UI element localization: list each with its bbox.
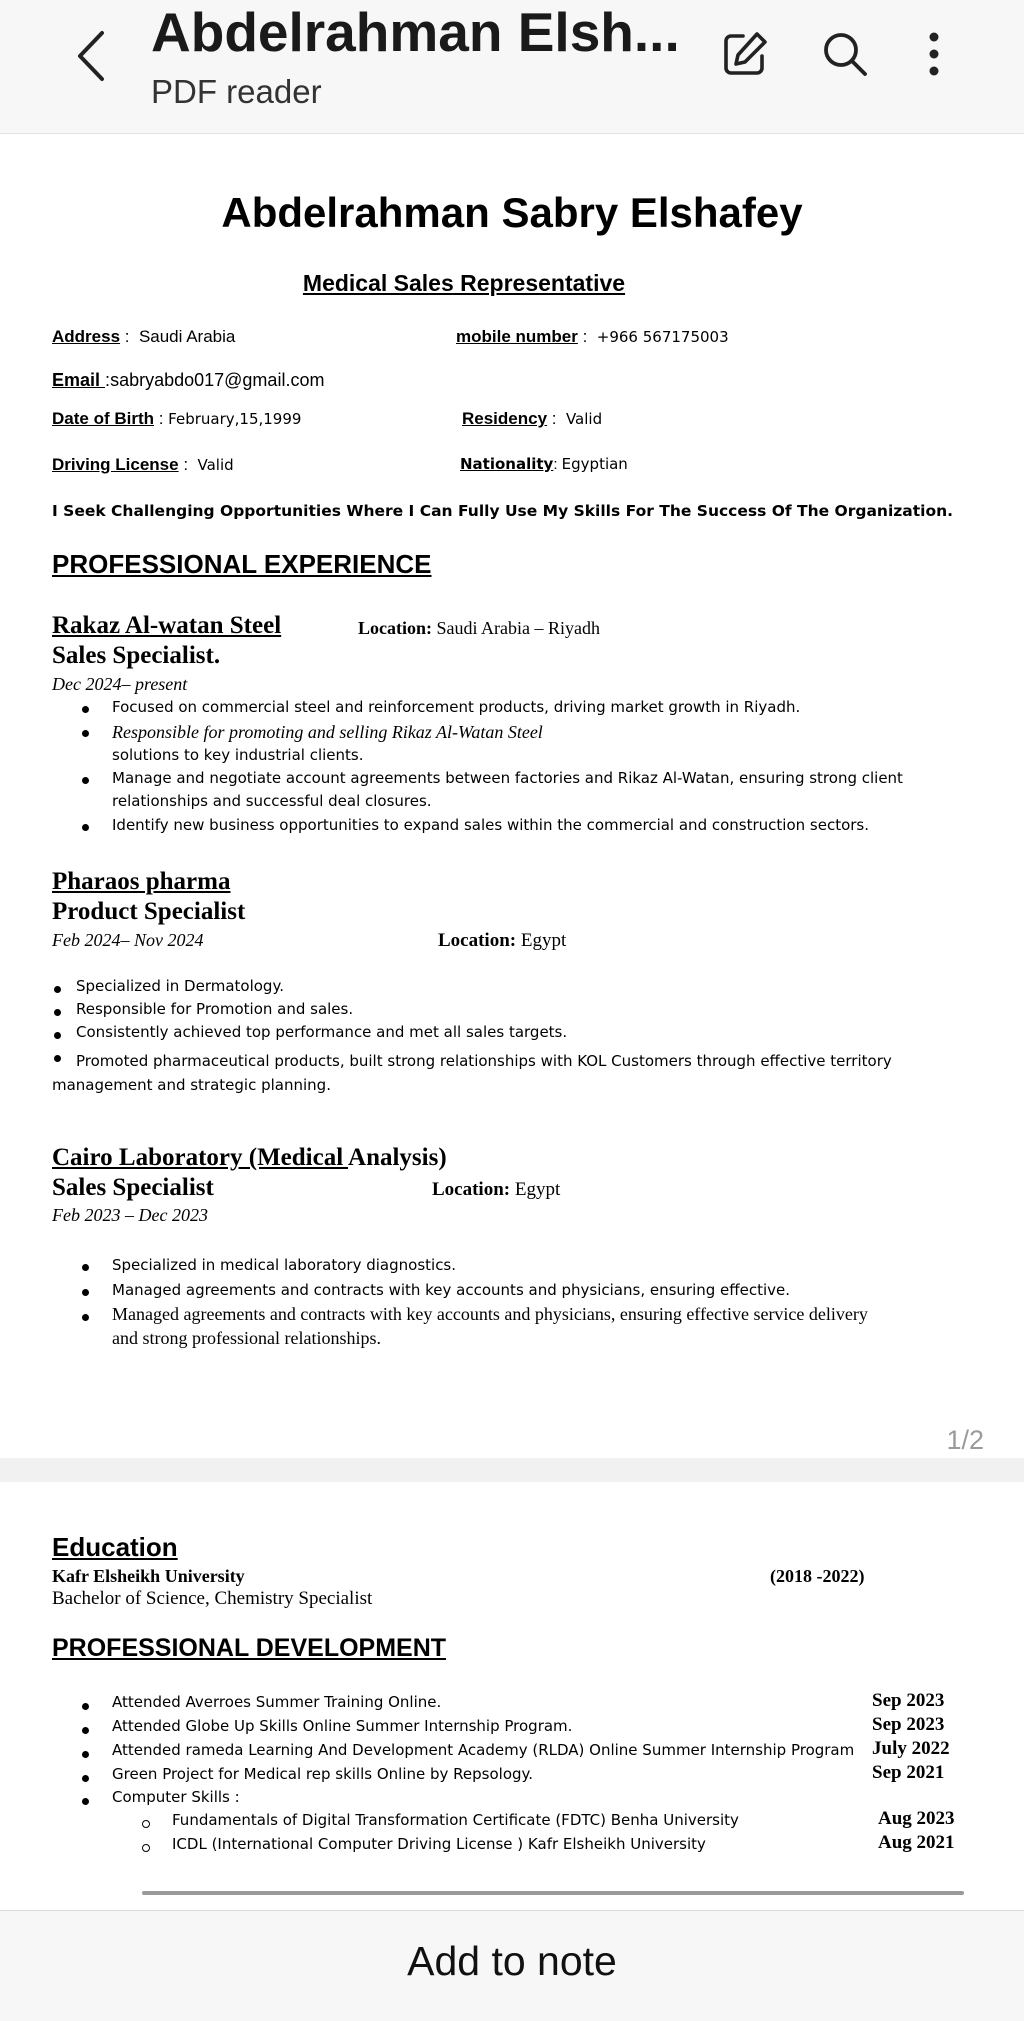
- experience-heading: PROFESSIONAL EXPERIENCE: [52, 549, 432, 579]
- bullet: [82, 1264, 89, 1271]
- residency-row: Residency : Valid: [462, 409, 603, 428]
- job2-bullet-2: Responsible for Promotion and sales.: [76, 1000, 354, 1018]
- development-heading: PROFESSIONAL DEVELOPMENT: [52, 1634, 447, 1662]
- computer-item-2-date: Aug 2021: [878, 1832, 955, 1853]
- job1-bullet-4: Identify new business opportunities to expand sales within the commercial and construction sectors.: [112, 816, 870, 834]
- more-vertical-icon: [926, 29, 942, 79]
- sub-bullet: [142, 1820, 150, 1828]
- nationality-label: Nationality: [460, 455, 554, 473]
- job3-title: Sales Specialist: [52, 1174, 214, 1201]
- dob-row: Date of Birth : February,15,1999: [52, 409, 302, 428]
- dev-item-3-date: July 2022: [872, 1738, 950, 1759]
- email-label: Email: [52, 370, 101, 390]
- cv-role: Medical Sales Representative: [302, 270, 626, 296]
- bullet: [82, 730, 89, 737]
- job2-company: Pharaos pharma: [52, 868, 231, 895]
- dob-value: February,15,1999: [168, 410, 302, 428]
- job2-bullet-1: Specialized in Dermatology.: [76, 977, 284, 995]
- bullet: [54, 1009, 61, 1016]
- pdf-page-2[interactable]: [0, 1482, 1024, 1910]
- document-title: Abdelrahman Elsh...: [151, 1, 680, 63]
- job3-bullet-3: Managed agreements and contracts with key accounts and physicians, ensuring effective service delivery: [112, 1304, 868, 1324]
- dob-label: Date of Birth: [52, 409, 154, 428]
- job1-bullet-1: Focused on commercial steel and reinforcement products, driving market growth in Riyadh.: [112, 698, 801, 716]
- job3-location-row: [432, 1179, 560, 1201]
- bullet: [82, 777, 89, 784]
- job1-dates: Dec 2024– present: [52, 674, 188, 694]
- bullet: [82, 1703, 89, 1710]
- mobile-label: mobile number: [456, 327, 578, 346]
- back-button[interactable]: [66, 26, 116, 86]
- job3-location-label: Location:: [432, 1179, 511, 1200]
- job2-dates: Feb 2024– Nov 2024: [52, 930, 204, 950]
- residency-value: Valid: [565, 410, 603, 428]
- dev-item-3: Attended rameda Learning And Development Academy (RLDA) Online Summer Internship Program: [112, 1741, 855, 1759]
- address-value: Saudi Arabia: [138, 327, 236, 346]
- search-button[interactable]: [815, 24, 875, 84]
- job1-bullet-2-cont: solutions to key industrial clients.: [112, 746, 364, 764]
- education-years: (2018 -2022): [770, 1566, 865, 1586]
- job3-company-part2: Analysis): [348, 1144, 447, 1171]
- dev-item-4-date: Sep 2021: [872, 1762, 945, 1783]
- driving-label: Driving License: [52, 455, 179, 474]
- bullet: [82, 1289, 89, 1296]
- pdf-page-1[interactable]: [0, 134, 1024, 1458]
- job1-location-label: Location:: [358, 618, 432, 638]
- job1-location-row: [358, 618, 600, 639]
- bullet: [82, 824, 89, 831]
- education-heading: Education: [52, 1532, 178, 1562]
- dev-item-2: Attended Globe Up Skills Online Summer Internship Program.: [112, 1717, 573, 1735]
- bullet: [82, 1314, 89, 1321]
- computer-item-2: ICDL (International Computer Driving License ) Kafr Elsheikh University: [172, 1835, 706, 1853]
- mobile-row: mobile number : +966 567175003: [456, 327, 729, 346]
- nationality-row: Nationality: Egyptian: [460, 455, 628, 473]
- job2-location: Egypt: [520, 930, 567, 951]
- page-number: 1/2: [946, 1425, 984, 1455]
- horizontal-scrollbar[interactable]: [142, 1891, 964, 1895]
- university: Kafr Elsheikh University: [52, 1566, 245, 1586]
- dev-item-4: Green Project for Medical rep skills Online by Repsology.: [112, 1765, 534, 1783]
- job2-bullet-3: Consistently achieved top performance and met all sales targets.: [76, 1023, 568, 1041]
- computer-item-1-date: Aug 2023: [878, 1808, 955, 1829]
- driving-row: Driving License : Valid: [52, 455, 234, 474]
- bullet: [54, 986, 61, 993]
- job1-bullet-2: Responsible for promoting and selling Rikaz Al-Watan Steel: [112, 722, 543, 742]
- email-row: Email :sabryabdo017@gmail.com: [52, 370, 325, 390]
- job2-bullet-4: Promoted pharmaceutical products, built strong relationships with KOL Customers through effective territory: [76, 1052, 892, 1070]
- edit-button[interactable]: [715, 24, 775, 84]
- bullet: [54, 1055, 61, 1062]
- bullet: [82, 1798, 89, 1805]
- cv-name: Abdelrahman Sabry Elshafey: [221, 189, 803, 236]
- job2-bullet-4-cont: management and strategic planning.: [52, 1076, 331, 1094]
- bullet: [82, 1775, 89, 1782]
- job2-location-label: Location:: [438, 930, 517, 951]
- job3-company: [52, 1144, 447, 1172]
- job1-title: Sales Specialist.: [52, 642, 221, 669]
- job3-bullet-1: Specialized in medical laboratory diagnostics.: [112, 1256, 457, 1274]
- email-value: sabryabdo017@gmail.com: [110, 370, 325, 390]
- job1-bullet-3-cont: relationships and successful deal closures.: [112, 792, 432, 810]
- job1-bullet-3: Manage and negotiate account agreements between factories and Rikaz Al-Watan, ensuring strong client: [112, 769, 903, 787]
- bullet: [82, 1751, 89, 1758]
- search-icon: [819, 28, 871, 80]
- job3-location: Egypt: [514, 1179, 561, 1200]
- more-options-button[interactable]: [904, 24, 964, 84]
- residency-label: Residency: [462, 409, 548, 428]
- add-to-note-button[interactable]: Add to note: [407, 1938, 617, 1984]
- objective: I Seek Challenging Opportunities Where I Can Fully Use My Skills For The Success Of The Organization.: [52, 502, 954, 520]
- bullet: [82, 1727, 89, 1734]
- app-subtitle: PDF reader: [151, 73, 322, 110]
- computer-item-1: Fundamentals of Digital Transformation Certificate (FDTC) Benha University: [172, 1811, 739, 1829]
- dev-item-2-date: Sep 2023: [872, 1714, 945, 1735]
- address-row: Address : Saudi Arabia: [52, 327, 236, 346]
- job1-company: Rakaz Al-watan Steel: [52, 612, 282, 639]
- degree: Bachelor of Science, Chemistry Specialist: [52, 1588, 373, 1609]
- job2-title: Product Specialist: [52, 898, 246, 925]
- app-bar: [0, 0, 1024, 134]
- nationality-value: Egyptian: [561, 455, 628, 473]
- chevron-left-icon: [74, 29, 108, 83]
- job3-bullet-3-cont: and strong professional relationships.: [112, 1328, 381, 1348]
- address-label: Address: [52, 327, 121, 346]
- bullet: [82, 706, 89, 713]
- driving-value: Valid: [197, 456, 234, 474]
- edit-icon: [719, 28, 771, 80]
- job3-company-part1: Cairo Laboratory (Medical: [52, 1144, 349, 1171]
- job1-location: Saudi Arabia – Riyadh: [436, 618, 600, 638]
- dev-item-5: Computer Skills :: [112, 1788, 240, 1806]
- bullet: [54, 1032, 61, 1039]
- dev-item-1: Attended Averroes Summer Training Online.: [112, 1693, 442, 1711]
- mobile-value: +966 567175003: [596, 328, 729, 346]
- job2-location-row: [438, 930, 566, 952]
- dev-item-1-date: Sep 2023: [872, 1690, 945, 1711]
- job3-bullet-2: Managed agreements and contracts with key accounts and physicians, ensuring effective.: [112, 1281, 791, 1299]
- job3-dates: Feb 2023 – Dec 2023: [52, 1205, 208, 1225]
- sub-bullet: [142, 1844, 150, 1852]
